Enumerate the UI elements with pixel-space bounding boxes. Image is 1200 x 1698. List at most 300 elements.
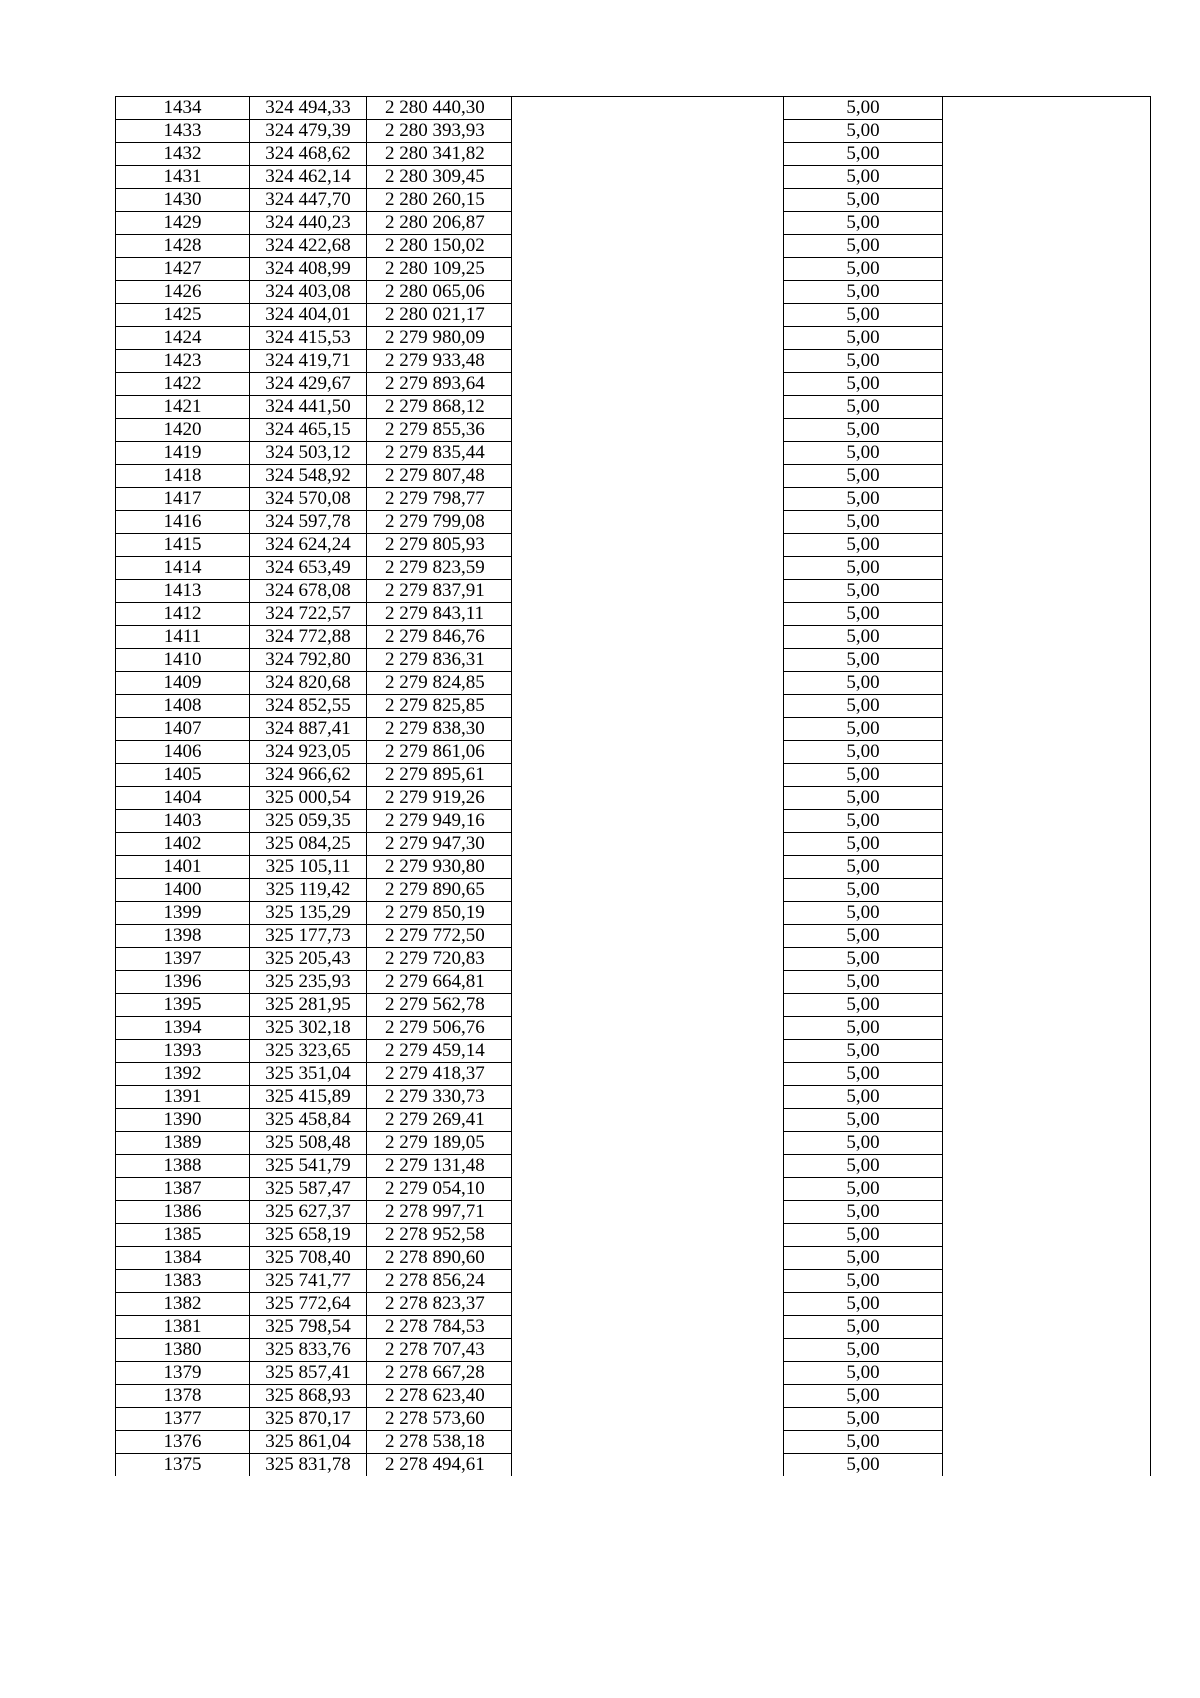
x-coordinate-cell: 324 653,49 <box>250 557 367 580</box>
empty-cell <box>512 396 784 419</box>
table-row <box>116 1201 1151 1224</box>
x-coordinate-cell: 325 508,48 <box>250 1132 367 1155</box>
empty-cell <box>943 534 1151 557</box>
value-cell: 5,00 <box>784 626 943 649</box>
y-coordinate-cell: 2 278 538,18 <box>367 1431 512 1454</box>
value-cell: 5,00 <box>784 1431 943 1454</box>
y-coordinate-cell: 2 279 868,12 <box>367 396 512 419</box>
empty-cell <box>512 1247 784 1270</box>
table-row <box>116 1270 1151 1293</box>
table-row <box>116 1109 1151 1132</box>
value-cell: 5,00 <box>784 396 943 419</box>
x-coordinate-cell: 324 462,14 <box>250 166 367 189</box>
table-row <box>116 741 1151 764</box>
y-coordinate-cell: 2 279 824,85 <box>367 672 512 695</box>
value-cell: 5,00 <box>784 488 943 511</box>
empty-cell <box>512 649 784 672</box>
table-row <box>116 764 1151 787</box>
x-coordinate-cell: 324 548,92 <box>250 465 367 488</box>
value-cell: 5,00 <box>784 1408 943 1431</box>
x-coordinate-cell: 325 741,77 <box>250 1270 367 1293</box>
table-row <box>116 626 1151 649</box>
table-row <box>116 810 1151 833</box>
empty-cell <box>943 258 1151 281</box>
empty-cell <box>943 557 1151 580</box>
empty-cell <box>943 511 1151 534</box>
empty-cell <box>512 1201 784 1224</box>
value-cell: 5,00 <box>784 189 943 212</box>
point-number-cell: 1427 <box>116 258 250 281</box>
empty-cell <box>943 672 1151 695</box>
point-number-cell: 1382 <box>116 1293 250 1316</box>
point-number-cell: 1418 <box>116 465 250 488</box>
empty-cell <box>943 948 1151 971</box>
coordinates-table <box>115 96 1151 1476</box>
x-coordinate-cell: 325 541,79 <box>250 1155 367 1178</box>
empty-cell <box>943 1017 1151 1040</box>
value-cell: 5,00 <box>784 1109 943 1132</box>
x-coordinate-cell: 325 415,89 <box>250 1086 367 1109</box>
y-coordinate-cell: 2 280 150,02 <box>367 235 512 258</box>
value-cell: 5,00 <box>784 1040 943 1063</box>
empty-cell <box>512 442 784 465</box>
y-coordinate-cell: 2 279 562,78 <box>367 994 512 1017</box>
empty-cell <box>512 695 784 718</box>
value-cell: 5,00 <box>784 1385 943 1408</box>
value-cell: 5,00 <box>784 419 943 442</box>
point-number-cell: 1434 <box>116 97 250 120</box>
point-number-cell: 1430 <box>116 189 250 212</box>
empty-cell <box>512 1431 784 1454</box>
table-row <box>116 833 1151 856</box>
empty-cell <box>943 787 1151 810</box>
point-number-cell: 1422 <box>116 373 250 396</box>
point-number-cell: 1425 <box>116 304 250 327</box>
point-number-cell: 1388 <box>116 1155 250 1178</box>
empty-cell <box>512 1178 784 1201</box>
empty-cell <box>512 1086 784 1109</box>
table-row <box>116 603 1151 626</box>
table-row <box>116 304 1151 327</box>
table-row <box>116 212 1151 235</box>
empty-cell <box>943 212 1151 235</box>
x-coordinate-cell: 324 440,23 <box>250 212 367 235</box>
value-cell: 5,00 <box>784 879 943 902</box>
point-number-cell: 1414 <box>116 557 250 580</box>
empty-cell <box>512 143 784 166</box>
x-coordinate-cell: 324 887,41 <box>250 718 367 741</box>
y-coordinate-cell: 2 280 440,30 <box>367 97 512 120</box>
table-row <box>116 1385 1151 1408</box>
value-cell: 5,00 <box>784 1155 943 1178</box>
table-row <box>116 994 1151 1017</box>
table-row <box>116 1063 1151 1086</box>
empty-cell <box>512 189 784 212</box>
empty-cell <box>943 350 1151 373</box>
table-row <box>116 787 1151 810</box>
empty-cell <box>943 327 1151 350</box>
empty-cell <box>943 879 1151 902</box>
value-cell: 5,00 <box>784 327 943 350</box>
table-row <box>116 258 1151 281</box>
x-coordinate-cell: 325 323,65 <box>250 1040 367 1063</box>
x-coordinate-cell: 324 772,88 <box>250 626 367 649</box>
point-number-cell: 1415 <box>116 534 250 557</box>
y-coordinate-cell: 2 279 861,06 <box>367 741 512 764</box>
x-coordinate-cell: 325 627,37 <box>250 1201 367 1224</box>
value-cell: 5,00 <box>784 373 943 396</box>
value-cell: 5,00 <box>784 1247 943 1270</box>
x-coordinate-cell: 324 678,08 <box>250 580 367 603</box>
empty-cell <box>512 626 784 649</box>
point-number-cell: 1399 <box>116 902 250 925</box>
empty-cell <box>512 764 784 787</box>
empty-cell <box>943 281 1151 304</box>
x-coordinate-cell: 325 868,93 <box>250 1385 367 1408</box>
x-coordinate-cell: 325 798,54 <box>250 1316 367 1339</box>
value-cell: 5,00 <box>784 1017 943 1040</box>
empty-cell <box>943 143 1151 166</box>
point-number-cell: 1421 <box>116 396 250 419</box>
x-coordinate-cell: 324 820,68 <box>250 672 367 695</box>
point-number-cell: 1412 <box>116 603 250 626</box>
table-row <box>116 1293 1151 1316</box>
table-row <box>116 1339 1151 1362</box>
empty-cell <box>943 925 1151 948</box>
empty-cell <box>512 534 784 557</box>
y-coordinate-cell: 2 279 459,14 <box>367 1040 512 1063</box>
empty-cell <box>512 1293 784 1316</box>
empty-cell <box>943 166 1151 189</box>
value-cell: 5,00 <box>784 718 943 741</box>
x-coordinate-cell: 324 503,12 <box>250 442 367 465</box>
table-row <box>116 1247 1151 1270</box>
y-coordinate-cell: 2 279 799,08 <box>367 511 512 534</box>
table-row <box>116 281 1151 304</box>
empty-cell <box>512 373 784 396</box>
y-coordinate-cell: 2 278 856,24 <box>367 1270 512 1293</box>
point-number-cell: 1428 <box>116 235 250 258</box>
empty-cell <box>943 1063 1151 1086</box>
x-coordinate-cell: 324 419,71 <box>250 350 367 373</box>
y-coordinate-cell: 2 280 341,82 <box>367 143 512 166</box>
empty-cell <box>943 718 1151 741</box>
y-coordinate-cell: 2 280 260,15 <box>367 189 512 212</box>
point-number-cell: 1402 <box>116 833 250 856</box>
empty-cell <box>512 603 784 626</box>
value-cell: 5,00 <box>784 787 943 810</box>
point-number-cell: 1381 <box>116 1316 250 1339</box>
point-number-cell: 1378 <box>116 1385 250 1408</box>
point-number-cell: 1384 <box>116 1247 250 1270</box>
table-row <box>116 1040 1151 1063</box>
point-number-cell: 1401 <box>116 856 250 879</box>
value-cell: 5,00 <box>784 1132 943 1155</box>
x-coordinate-cell: 325 235,93 <box>250 971 367 994</box>
table-row <box>116 419 1151 442</box>
y-coordinate-cell: 2 279 189,05 <box>367 1132 512 1155</box>
empty-cell <box>943 419 1151 442</box>
table-row <box>116 97 1151 120</box>
empty-cell <box>512 1385 784 1408</box>
point-number-cell: 1411 <box>116 626 250 649</box>
y-coordinate-cell: 2 278 997,71 <box>367 1201 512 1224</box>
y-coordinate-cell: 2 279 933,48 <box>367 350 512 373</box>
empty-cell <box>943 1178 1151 1201</box>
table-row <box>116 1224 1151 1247</box>
table-row <box>116 1362 1151 1385</box>
point-number-cell: 1389 <box>116 1132 250 1155</box>
point-number-cell: 1393 <box>116 1040 250 1063</box>
y-coordinate-cell: 2 279 843,11 <box>367 603 512 626</box>
value-cell: 5,00 <box>784 534 943 557</box>
value-cell: 5,00 <box>784 948 943 971</box>
empty-cell <box>512 488 784 511</box>
empty-cell <box>943 1270 1151 1293</box>
x-coordinate-cell: 325 351,04 <box>250 1063 367 1086</box>
table-row <box>116 143 1151 166</box>
y-coordinate-cell: 2 279 054,10 <box>367 1178 512 1201</box>
empty-cell <box>512 741 784 764</box>
empty-cell <box>943 1431 1151 1454</box>
point-number-cell: 1410 <box>116 649 250 672</box>
y-coordinate-cell: 2 280 309,45 <box>367 166 512 189</box>
table-row <box>116 718 1151 741</box>
empty-cell <box>943 603 1151 626</box>
table-row <box>116 235 1151 258</box>
table-row <box>116 189 1151 212</box>
y-coordinate-cell: 2 279 720,83 <box>367 948 512 971</box>
x-coordinate-cell: 325 831,78 <box>250 1454 367 1477</box>
point-number-cell: 1431 <box>116 166 250 189</box>
empty-cell <box>512 304 784 327</box>
x-coordinate-cell: 325 084,25 <box>250 833 367 856</box>
value-cell: 5,00 <box>784 350 943 373</box>
point-number-cell: 1404 <box>116 787 250 810</box>
empty-cell <box>943 1454 1151 1477</box>
value-cell: 5,00 <box>784 511 943 534</box>
y-coordinate-cell: 2 280 109,25 <box>367 258 512 281</box>
empty-cell <box>512 1017 784 1040</box>
point-number-cell: 1379 <box>116 1362 250 1385</box>
empty-cell <box>943 120 1151 143</box>
table-row <box>116 1155 1151 1178</box>
table-row <box>116 948 1151 971</box>
y-coordinate-cell: 2 278 890,60 <box>367 1247 512 1270</box>
value-cell: 5,00 <box>784 741 943 764</box>
empty-cell <box>943 1339 1151 1362</box>
value-cell: 5,00 <box>784 1293 943 1316</box>
empty-cell <box>943 649 1151 672</box>
table-row <box>116 396 1151 419</box>
empty-cell <box>512 833 784 856</box>
empty-cell <box>512 787 784 810</box>
value-cell: 5,00 <box>784 143 943 166</box>
y-coordinate-cell: 2 280 393,93 <box>367 120 512 143</box>
x-coordinate-cell: 325 708,40 <box>250 1247 367 1270</box>
empty-cell <box>512 1063 784 1086</box>
empty-cell <box>512 1224 784 1247</box>
empty-cell <box>943 626 1151 649</box>
table-row <box>116 1431 1151 1454</box>
empty-cell <box>512 902 784 925</box>
x-coordinate-cell: 324 429,67 <box>250 373 367 396</box>
empty-cell <box>943 1132 1151 1155</box>
empty-cell <box>943 741 1151 764</box>
value-cell: 5,00 <box>784 166 943 189</box>
table-row <box>116 672 1151 695</box>
x-coordinate-cell: 325 587,47 <box>250 1178 367 1201</box>
y-coordinate-cell: 2 278 573,60 <box>367 1408 512 1431</box>
point-number-cell: 1397 <box>116 948 250 971</box>
x-coordinate-cell: 325 000,54 <box>250 787 367 810</box>
x-coordinate-cell: 324 408,99 <box>250 258 367 281</box>
empty-cell <box>512 1362 784 1385</box>
value-cell: 5,00 <box>784 856 943 879</box>
x-coordinate-cell: 324 852,55 <box>250 695 367 718</box>
point-number-cell: 1392 <box>116 1063 250 1086</box>
value-cell: 5,00 <box>784 971 943 994</box>
empty-cell <box>512 511 784 534</box>
y-coordinate-cell: 2 279 930,80 <box>367 856 512 879</box>
y-coordinate-cell: 2 279 947,30 <box>367 833 512 856</box>
y-coordinate-cell: 2 279 890,65 <box>367 879 512 902</box>
empty-cell <box>512 994 784 1017</box>
y-coordinate-cell: 2 279 836,31 <box>367 649 512 672</box>
x-coordinate-cell: 325 458,84 <box>250 1109 367 1132</box>
x-coordinate-cell: 324 422,68 <box>250 235 367 258</box>
value-cell: 5,00 <box>784 833 943 856</box>
value-cell: 5,00 <box>784 120 943 143</box>
value-cell: 5,00 <box>784 1339 943 1362</box>
value-cell: 5,00 <box>784 258 943 281</box>
y-coordinate-cell: 2 279 837,91 <box>367 580 512 603</box>
point-number-cell: 1383 <box>116 1270 250 1293</box>
y-coordinate-cell: 2 279 838,30 <box>367 718 512 741</box>
x-coordinate-cell: 325 861,04 <box>250 1431 367 1454</box>
empty-cell <box>512 879 784 902</box>
y-coordinate-cell: 2 278 784,53 <box>367 1316 512 1339</box>
x-coordinate-cell: 324 447,70 <box>250 189 367 212</box>
empty-cell <box>512 1109 784 1132</box>
value-cell: 5,00 <box>784 1201 943 1224</box>
point-number-cell: 1375 <box>116 1454 250 1477</box>
y-coordinate-cell: 2 279 895,61 <box>367 764 512 787</box>
value-cell: 5,00 <box>784 764 943 787</box>
x-coordinate-cell: 325 857,41 <box>250 1362 367 1385</box>
empty-cell <box>943 833 1151 856</box>
point-number-cell: 1429 <box>116 212 250 235</box>
x-coordinate-cell: 325 135,29 <box>250 902 367 925</box>
value-cell: 5,00 <box>784 603 943 626</box>
value-cell: 5,00 <box>784 281 943 304</box>
x-coordinate-cell: 325 105,11 <box>250 856 367 879</box>
empty-cell <box>512 419 784 442</box>
table-row <box>116 1316 1151 1339</box>
empty-cell <box>512 948 784 971</box>
value-cell: 5,00 <box>784 1362 943 1385</box>
y-coordinate-cell: 2 279 919,26 <box>367 787 512 810</box>
coordinates-table-body <box>116 97 1151 1477</box>
empty-cell <box>943 235 1151 258</box>
value-cell: 5,00 <box>784 557 943 580</box>
y-coordinate-cell: 2 279 798,77 <box>367 488 512 511</box>
table-row <box>116 1017 1151 1040</box>
point-number-cell: 1406 <box>116 741 250 764</box>
table-row <box>116 1454 1151 1477</box>
y-coordinate-cell: 2 279 855,36 <box>367 419 512 442</box>
x-coordinate-cell: 324 403,08 <box>250 281 367 304</box>
x-coordinate-cell: 325 302,18 <box>250 1017 367 1040</box>
x-coordinate-cell: 325 177,73 <box>250 925 367 948</box>
x-coordinate-cell: 324 468,62 <box>250 143 367 166</box>
empty-cell <box>943 396 1151 419</box>
empty-cell <box>512 856 784 879</box>
empty-cell <box>512 971 784 994</box>
value-cell: 5,00 <box>784 1454 943 1477</box>
value-cell: 5,00 <box>784 810 943 833</box>
empty-cell <box>512 212 784 235</box>
y-coordinate-cell: 2 279 807,48 <box>367 465 512 488</box>
empty-cell <box>943 764 1151 787</box>
value-cell: 5,00 <box>784 994 943 1017</box>
empty-cell <box>943 304 1151 327</box>
value-cell: 5,00 <box>784 212 943 235</box>
point-number-cell: 1433 <box>116 120 250 143</box>
value-cell: 5,00 <box>784 925 943 948</box>
y-coordinate-cell: 2 279 506,76 <box>367 1017 512 1040</box>
x-coordinate-cell: 324 792,80 <box>250 649 367 672</box>
empty-cell <box>943 971 1151 994</box>
empty-cell <box>512 465 784 488</box>
table-row <box>116 971 1151 994</box>
empty-cell <box>512 557 784 580</box>
table-row <box>116 488 1151 511</box>
value-cell: 5,00 <box>784 902 943 925</box>
y-coordinate-cell: 2 279 269,41 <box>367 1109 512 1132</box>
table-row <box>116 925 1151 948</box>
point-number-cell: 1407 <box>116 718 250 741</box>
empty-cell <box>943 465 1151 488</box>
value-cell: 5,00 <box>784 465 943 488</box>
x-coordinate-cell: 324 923,05 <box>250 741 367 764</box>
table-row <box>116 856 1151 879</box>
y-coordinate-cell: 2 279 949,16 <box>367 810 512 833</box>
point-number-cell: 1423 <box>116 350 250 373</box>
empty-cell <box>512 1270 784 1293</box>
y-coordinate-cell: 2 279 980,09 <box>367 327 512 350</box>
table-row <box>116 902 1151 925</box>
value-cell: 5,00 <box>784 1316 943 1339</box>
empty-cell <box>943 1224 1151 1247</box>
point-number-cell: 1400 <box>116 879 250 902</box>
x-coordinate-cell: 324 624,24 <box>250 534 367 557</box>
x-coordinate-cell: 325 870,17 <box>250 1408 367 1431</box>
y-coordinate-cell: 2 278 823,37 <box>367 1293 512 1316</box>
point-number-cell: 1391 <box>116 1086 250 1109</box>
x-coordinate-cell: 324 479,39 <box>250 120 367 143</box>
point-number-cell: 1396 <box>116 971 250 994</box>
value-cell: 5,00 <box>784 442 943 465</box>
value-cell: 5,00 <box>784 235 943 258</box>
x-coordinate-cell: 325 059,35 <box>250 810 367 833</box>
point-number-cell: 1377 <box>116 1408 250 1431</box>
y-coordinate-cell: 2 278 494,61 <box>367 1454 512 1477</box>
point-number-cell: 1385 <box>116 1224 250 1247</box>
empty-cell <box>943 1408 1151 1431</box>
x-coordinate-cell: 324 597,78 <box>250 511 367 534</box>
empty-cell <box>512 327 784 350</box>
